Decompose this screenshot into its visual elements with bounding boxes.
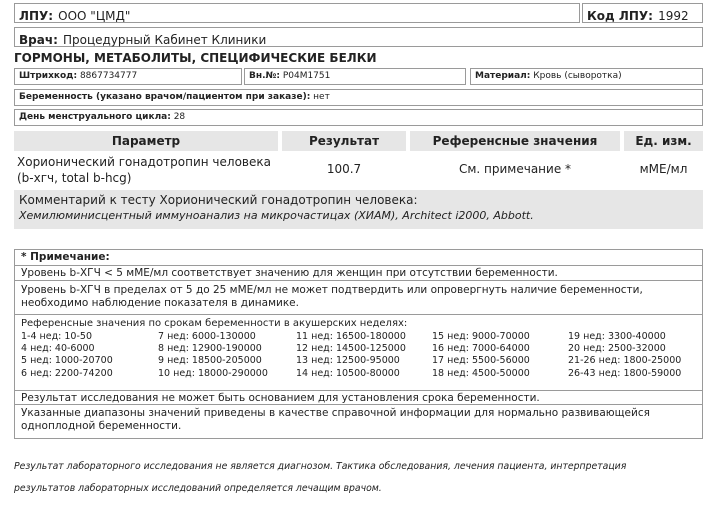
lpu-code-field xyxy=(582,3,703,23)
ref-item: 10 нед: 18000-290000 xyxy=(158,367,268,379)
lpu-code-value: 1992 xyxy=(658,9,689,23)
ref-item: 18 нед: 4500-50000 xyxy=(432,367,530,379)
doctor-label: Врач: xyxy=(19,33,58,47)
pregnancy-value: нет xyxy=(313,92,330,102)
note-line-2 xyxy=(15,280,702,314)
header-unit: Ед. изм. xyxy=(624,131,703,151)
inner-number-value: P04M1751 xyxy=(282,71,331,81)
parameter-name: Хорионический гонадотропин человека xyxy=(17,155,271,169)
ref-item: 6 нед: 2200-74200 xyxy=(21,367,113,379)
lpu-field xyxy=(14,3,580,23)
note-line-2b: необходимо наблюдение показателя в динамике. xyxy=(21,297,299,309)
ref-item: 5 нед: 1000-20700 xyxy=(21,355,113,367)
ref-column-1 xyxy=(21,331,113,380)
ref-item: 7 нед: 6000-130000 xyxy=(158,331,256,342)
note-line-3: Результат исследования не может быть основанием для установления срока беременности. xyxy=(15,390,702,404)
material-label: Материал: xyxy=(475,71,531,81)
ref-column-5 xyxy=(568,331,681,380)
inner-number-label: Вн.№: xyxy=(249,71,280,81)
pregnancy-field xyxy=(14,89,703,106)
inner-number-field xyxy=(244,68,466,85)
lpu-label: ЛПУ: xyxy=(19,9,54,23)
ref-column-4 xyxy=(432,331,530,380)
ref-item: 26-43 нед: 1800-59000 xyxy=(568,367,682,379)
ref-item: 8 нед: 12900-190000 xyxy=(158,343,262,355)
test-comment xyxy=(14,190,703,229)
test-comment-text: Хемилюминисцентный иммуноанализ на микрочастицах (ХИАМ), Architect i2000, Abbott. xyxy=(19,209,534,222)
ref-column-2 xyxy=(158,331,268,380)
header-parameter: Параметр xyxy=(14,131,278,151)
ref-item: 15 нед: 9000-70000 xyxy=(432,331,530,342)
doctor-field xyxy=(14,27,703,47)
header-result: Результат xyxy=(282,131,406,151)
reference-value: См. примечание * xyxy=(458,162,572,176)
barcode-label: Штрихкод: xyxy=(19,71,78,81)
ref-item: 21-26 нед: 1800-25000 xyxy=(568,355,682,367)
ref-item: 4 нед: 40-6000 xyxy=(21,343,95,355)
parameter-code: (b-хгч, total b-hcg) xyxy=(17,171,132,185)
unit-value: мМЕ/мл xyxy=(639,162,688,176)
ref-column-3 xyxy=(296,331,406,380)
reference-title: Референсные значения по срокам беременности в акушерских неделях: xyxy=(21,318,408,329)
ref-item: 11 нед: 16500-180000 xyxy=(296,331,406,342)
cycle-day-label: День менструального цикла: xyxy=(19,112,171,122)
ref-item: 16 нед: 7000-64000 xyxy=(432,343,530,355)
reference-block xyxy=(15,314,702,390)
barcode-field xyxy=(14,68,242,85)
disclaimer-line-2: результатов лабораторных исследований определяется лечащим врачом. xyxy=(14,483,382,494)
ref-item: 12 нед: 14500-125000 xyxy=(296,343,406,355)
section-title: ГОРМОНЫ, МЕТАБОЛИТЫ, СПЕЦИФИЧЕСКИЕ БЕЛКИ xyxy=(14,51,377,65)
result-value: 100.7 xyxy=(326,162,362,176)
pregnancy-label: Беременность (указано врачом/пациентом при заказе): xyxy=(19,92,311,102)
note-line-2a: Уровень b-ХГЧ в пределах от 5 до 25 мМЕ/мл не может подтвердить или опровергнуть наличие беременности, xyxy=(21,284,643,296)
header-reference: Референсные значения xyxy=(410,131,620,151)
ref-item: 13 нед: 12500-95000 xyxy=(296,355,400,367)
ref-item: 14 нед: 10500-80000 xyxy=(296,367,400,379)
ref-item: 19 нед: 3300-40000 xyxy=(568,331,666,342)
note-line-1: Уровень b-ХГЧ < 5 мМЕ/мл соответствует значению для женщин при отсутствии беременности. xyxy=(15,265,702,280)
lpu-code-label: Код ЛПУ: xyxy=(587,9,653,23)
ref-item: 9 нед: 18500-205000 xyxy=(158,355,262,367)
material-field xyxy=(470,68,703,85)
ref-item: 17 нед: 5500-56000 xyxy=(432,355,530,367)
disclaimer-line-1: Результат лабораторного исследования не является диагнозом. Тактика обследования, лечения пациента, интерпретация xyxy=(14,461,627,472)
note-title: * Примечание: xyxy=(21,251,110,263)
note-line-4 xyxy=(15,404,702,438)
ref-item: 1-4 нед: 10-50 xyxy=(21,331,92,342)
ref-item: 20 нед: 2500-32000 xyxy=(568,343,666,355)
cycle-day-field xyxy=(14,109,703,126)
doctor-value: Процедурный Кабинет Клиники xyxy=(62,33,267,47)
note-line-4b: одноплодной беременности. xyxy=(21,420,182,432)
parameter-cell xyxy=(17,154,279,188)
note-line-4a: Указанные диапазоны значений приведены в качестве справочной информации для нормально развивающейся xyxy=(21,407,650,419)
test-comment-title: Комментарий к тесту Хорионический гонадотропин человека: xyxy=(19,193,418,207)
lpu-value: ООО "ЦМД" xyxy=(58,9,131,23)
results-table xyxy=(14,131,703,229)
barcode-value: 8867734777 xyxy=(79,71,138,81)
material-value: Кровь (сыворотка) xyxy=(533,71,622,81)
cycle-day-value: 28 xyxy=(173,112,186,122)
note-box xyxy=(14,249,703,439)
